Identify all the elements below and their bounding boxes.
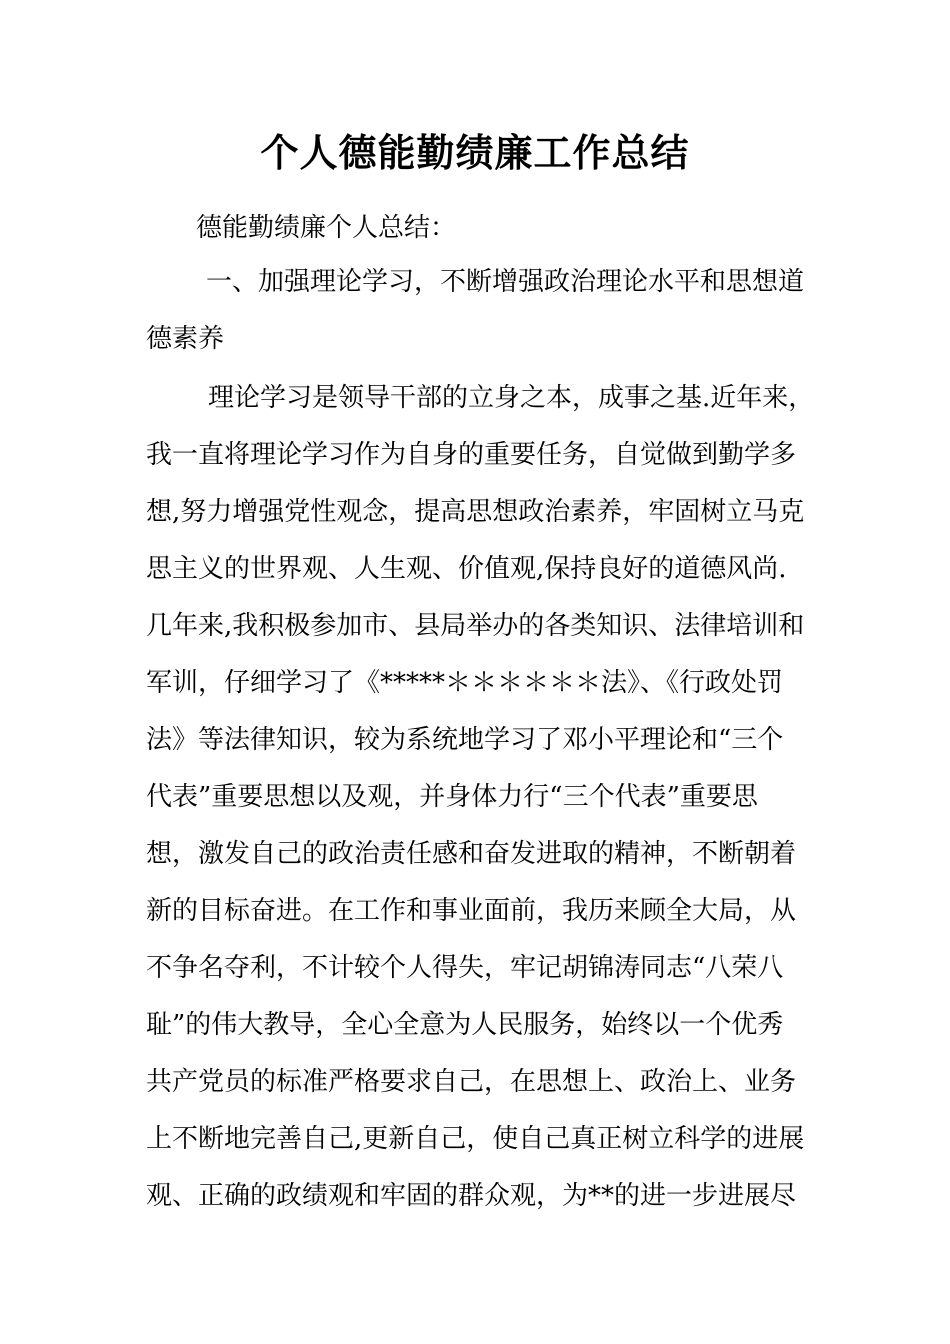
body-line: 理论学习是领导干部的立身之本，成事之基.近年来， bbox=[208, 383, 815, 413]
body-line: 几年来,我积极参加市、县局举办的各类知识、法律培训和 bbox=[146, 611, 805, 641]
document-subtitle: 德能勤绩廉个人总结： bbox=[196, 213, 457, 243]
section-heading-line-2: 德素养 bbox=[146, 324, 225, 354]
body-line: 法》等法律知识，较为系统地学习了邓小平理论和“三个 bbox=[146, 725, 784, 755]
body-line: 共产党员的标准严格要求自己，在思想上、政治上、业务 bbox=[146, 1067, 797, 1097]
body-line: 想，激发自己的政治责任感和奋发进取的精神，不断朝着 bbox=[146, 839, 797, 869]
body-line: 不争名夺利，不计较个人得失，牢记胡锦涛同志“八荣八 bbox=[146, 953, 784, 983]
body-line: 耻”的伟大教导，全心全意为人民服务，始终以一个优秀 bbox=[146, 1010, 784, 1040]
body-line: 思主义的世界观、人生观、价值观,保持良好的道德风尚. bbox=[146, 554, 787, 584]
body-line: 上不断地完善自己,更新自己，使自己真正树立科学的进展 bbox=[146, 1124, 805, 1154]
section-heading-line-1: 一、加强理论学习，不断增强政治理论水平和思想道 bbox=[206, 267, 805, 297]
body-line: 观、正确的政绩观和牢固的群众观，为**的进一步进展尽 bbox=[146, 1181, 797, 1211]
body-line: 新的目标奋进。在工作和事业面前，我历来顾全大局，从 bbox=[146, 896, 797, 926]
body-line: 军训，仔细学习了《*****＊＊＊＊＊＊法》、《行政处罚 bbox=[146, 668, 784, 698]
body-line: 想,努力增强党性观念，提高思想政治素养，牢固树立马克 bbox=[146, 497, 805, 527]
body-line: 我一直将理论学习作为自身的重要任务，自觉做到勤学多 bbox=[146, 440, 797, 470]
document-title: 个人德能勤绩廉工作总结 bbox=[260, 130, 690, 175]
body-line: 代表”重要思想以及观，并身体力行“三个代表”重要思 bbox=[146, 782, 758, 812]
